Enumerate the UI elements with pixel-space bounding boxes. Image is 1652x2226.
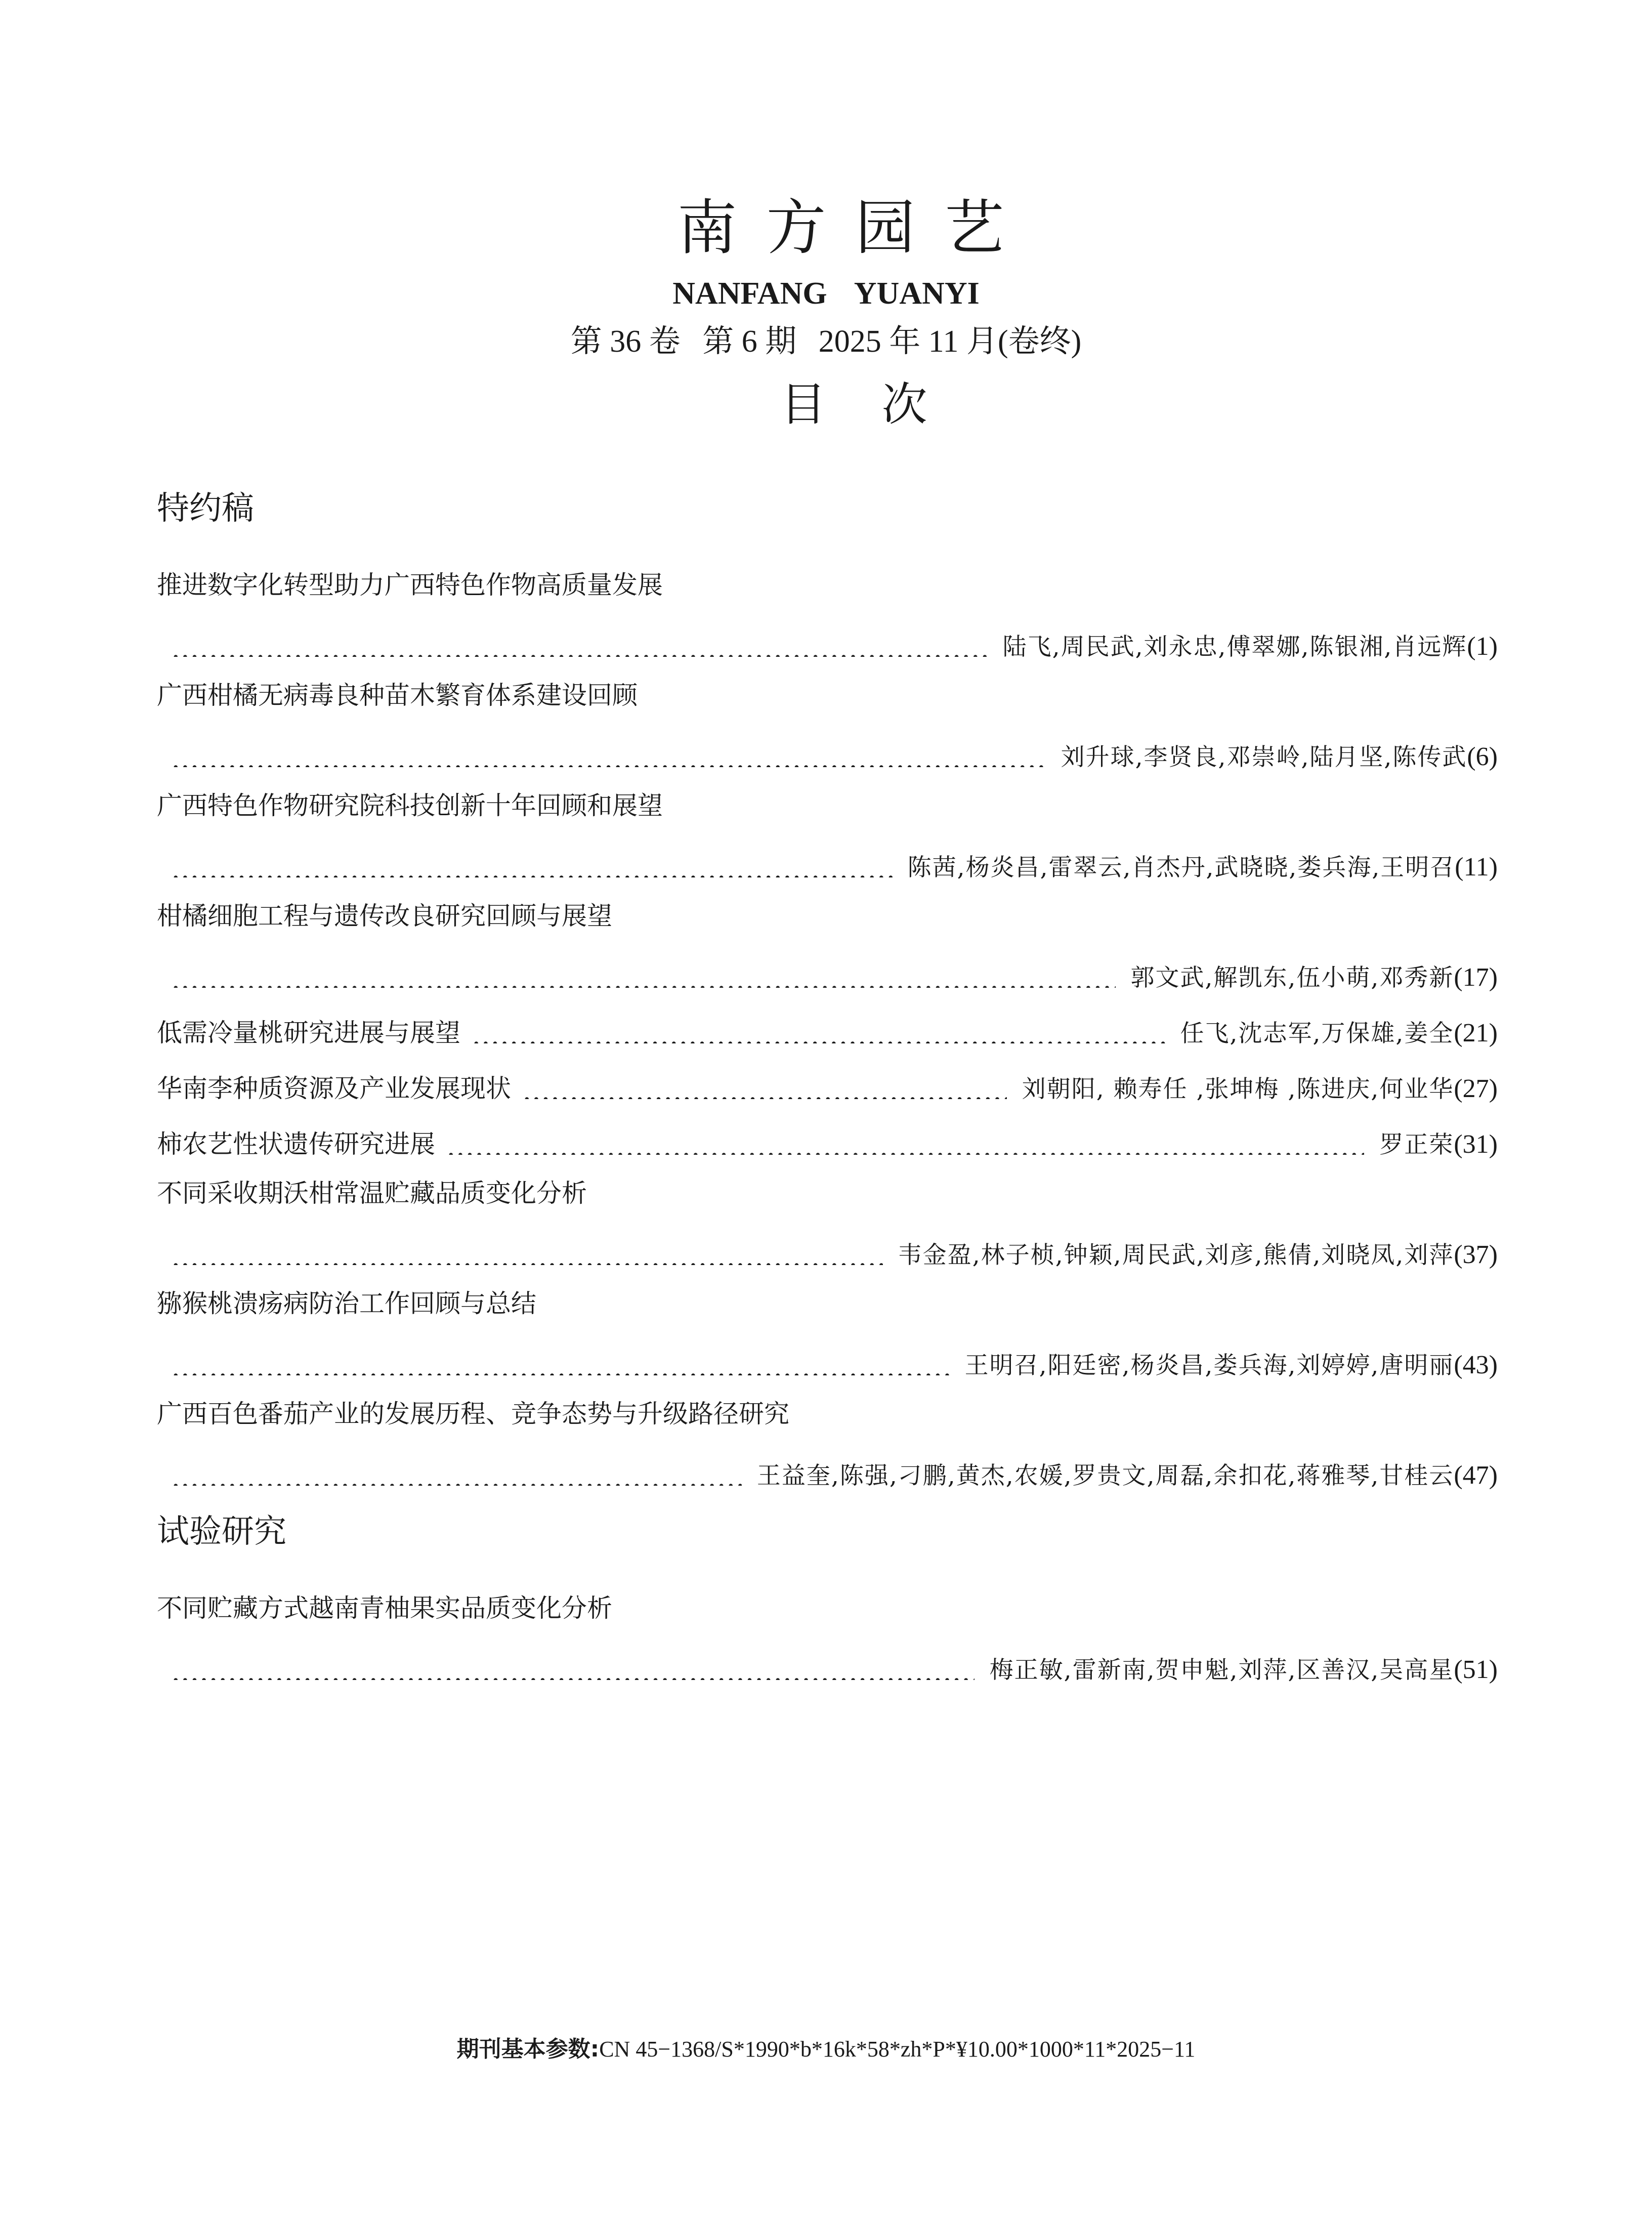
section-heading: 特约稿 (157, 490, 254, 527)
journal-title-cn: 南方园艺 (677, 193, 1034, 263)
article-title[interactable]: 推进数字化转型助力广西特色作物高质量发展 (157, 570, 663, 600)
issue-info (0, 324, 1652, 359)
toc-entry[interactable] (157, 1593, 1498, 1684)
toc-entry[interactable] (157, 790, 1498, 881)
dot-leader (171, 1650, 975, 1680)
article-title[interactable]: 低需冷量桃研究进展与展望 (157, 1018, 460, 1047)
toc-entry[interactable] (157, 1067, 1498, 1103)
journal-parameters (0, 2034, 1652, 2065)
page-number[interactable]: (17) (1454, 963, 1498, 992)
toc-entry[interactable] (157, 1011, 1498, 1047)
article-title[interactable]: 柿农艺性状遗传研究进展 (157, 1129, 435, 1159)
dot-leader (171, 1345, 950, 1375)
dot-leader (522, 1069, 1007, 1099)
page-number[interactable]: (51) (1454, 1655, 1498, 1684)
inline-entry-row (157, 1067, 1498, 1103)
article-title[interactable]: 广西特色作物研究院科技创新十年回顾和展望 (157, 791, 663, 820)
article-authors: 陆飞,周民武,刘永忠,傅翠娜,陈银湘,肖远辉 (1002, 633, 1467, 661)
author-row (157, 1453, 1498, 1490)
author-row (157, 955, 1498, 992)
parameters-value: CN 45−1368/S*1990*b*16k*58*zh*P*¥10.00*1000*11*2025−11 (599, 2037, 1196, 2062)
toc-entry[interactable] (157, 1122, 1498, 1159)
page-number[interactable]: (43) (1454, 1351, 1498, 1379)
inline-entry-row (157, 1011, 1498, 1047)
article-authors: 陈茜,杨炎昌,雷翠云,肖杰丹,武晓晓,娄兵海,王明召 (907, 854, 1455, 881)
page-number[interactable]: (11) (1455, 853, 1498, 881)
toc-entry[interactable] (157, 1399, 1498, 1490)
toc-entry[interactable] (157, 901, 1498, 992)
page-number[interactable]: (31) (1454, 1130, 1498, 1159)
article-authors: 任飞,沈志军,万保雄,姜全 (1180, 1020, 1454, 1047)
inline-entry-row (157, 1122, 1498, 1159)
page-number[interactable]: (1) (1467, 632, 1498, 661)
page-number[interactable]: (6) (1467, 742, 1498, 771)
article-title[interactable]: 广西百色番茄产业的发展历程、竞争态势与升级路径研究 (157, 1399, 789, 1429)
section-experimental-research (157, 1509, 1498, 1684)
toc-entry[interactable] (157, 1178, 1498, 1269)
dot-leader (171, 1235, 883, 1265)
dot-leader (171, 957, 1116, 988)
parameters-label: 期刊基本参数: (456, 2036, 600, 2062)
article-authors: 郭文武,解凯东,伍小萌,邓秀新 (1130, 964, 1454, 992)
dot-leader (171, 1455, 742, 1486)
author-row (157, 1233, 1498, 1269)
article-authors: 梅正敏,雷新南,贺申魁,刘萍,区善汉,吴高星 (989, 1656, 1454, 1684)
author-row (157, 735, 1498, 771)
dot-leader (171, 737, 1046, 767)
volume-label: 第 36 卷 (570, 324, 681, 359)
article-authors: 韦金盈,林子桢,钟颖,周民武,刘彦,熊倩,刘晓凤,刘萍 (898, 1241, 1454, 1269)
table-of-contents (157, 486, 1498, 1703)
date-label: 2025 年 11 月(卷终) (818, 324, 1082, 359)
article-title[interactable]: 广西柑橘无病毒良种苗木繁育体系建设回顾 (157, 681, 638, 710)
article-title[interactable]: 华南李种质资源及产业发展现状 (157, 1074, 511, 1103)
issue-label: 第 6 期 (702, 324, 797, 359)
toc-entry[interactable] (157, 1288, 1498, 1379)
dot-leader (171, 626, 988, 657)
journal-title-en: NANFANG YUANYI (672, 276, 980, 311)
author-row (157, 1648, 1498, 1684)
section-special-contributions (157, 486, 1498, 1490)
author-row (157, 624, 1498, 661)
article-title[interactable]: 猕猴桃溃疡病防治工作回顾与总结 (157, 1289, 536, 1318)
article-title[interactable]: 不同贮藏方式越南青柚果实品质变化分析 (157, 1593, 612, 1623)
dot-leader (472, 1013, 1165, 1043)
page-number[interactable]: (47) (1454, 1461, 1498, 1490)
page-number[interactable]: (21) (1454, 1019, 1498, 1047)
article-title[interactable]: 不同采收期沃柑常温贮藏品质变化分析 (157, 1179, 587, 1208)
article-authors: 刘朝阳, 赖寿任 ,张坤梅 ,陈进庆,何业华 (1022, 1075, 1454, 1103)
page-number[interactable]: (27) (1454, 1074, 1498, 1103)
article-authors: 王益奎,陈强,刁鹏,黄杰,农媛,罗贵文,周磊,余扣花,蒋雅琴,甘桂云 (756, 1462, 1454, 1490)
article-authors: 刘升球,李贤良,邓崇岭,陆月坚,陈传武 (1061, 743, 1467, 771)
author-row (157, 845, 1498, 881)
dot-leader (446, 1124, 1364, 1155)
toc-title: 目次 (780, 378, 983, 431)
dot-leader (171, 847, 893, 877)
article-title[interactable]: 柑橘细胞工程与遗传改良研究回顾与展望 (157, 901, 612, 931)
toc-entry[interactable] (157, 680, 1498, 771)
page-number[interactable]: (37) (1454, 1240, 1498, 1269)
section-heading: 试验研究 (157, 1513, 286, 1550)
article-authors: 罗正荣 (1379, 1131, 1454, 1159)
article-authors: 王明召,阳廷密,杨炎昌,娄兵海,刘婷婷,唐明丽 (964, 1352, 1454, 1379)
author-row (157, 1343, 1498, 1379)
toc-entry[interactable] (157, 570, 1498, 661)
